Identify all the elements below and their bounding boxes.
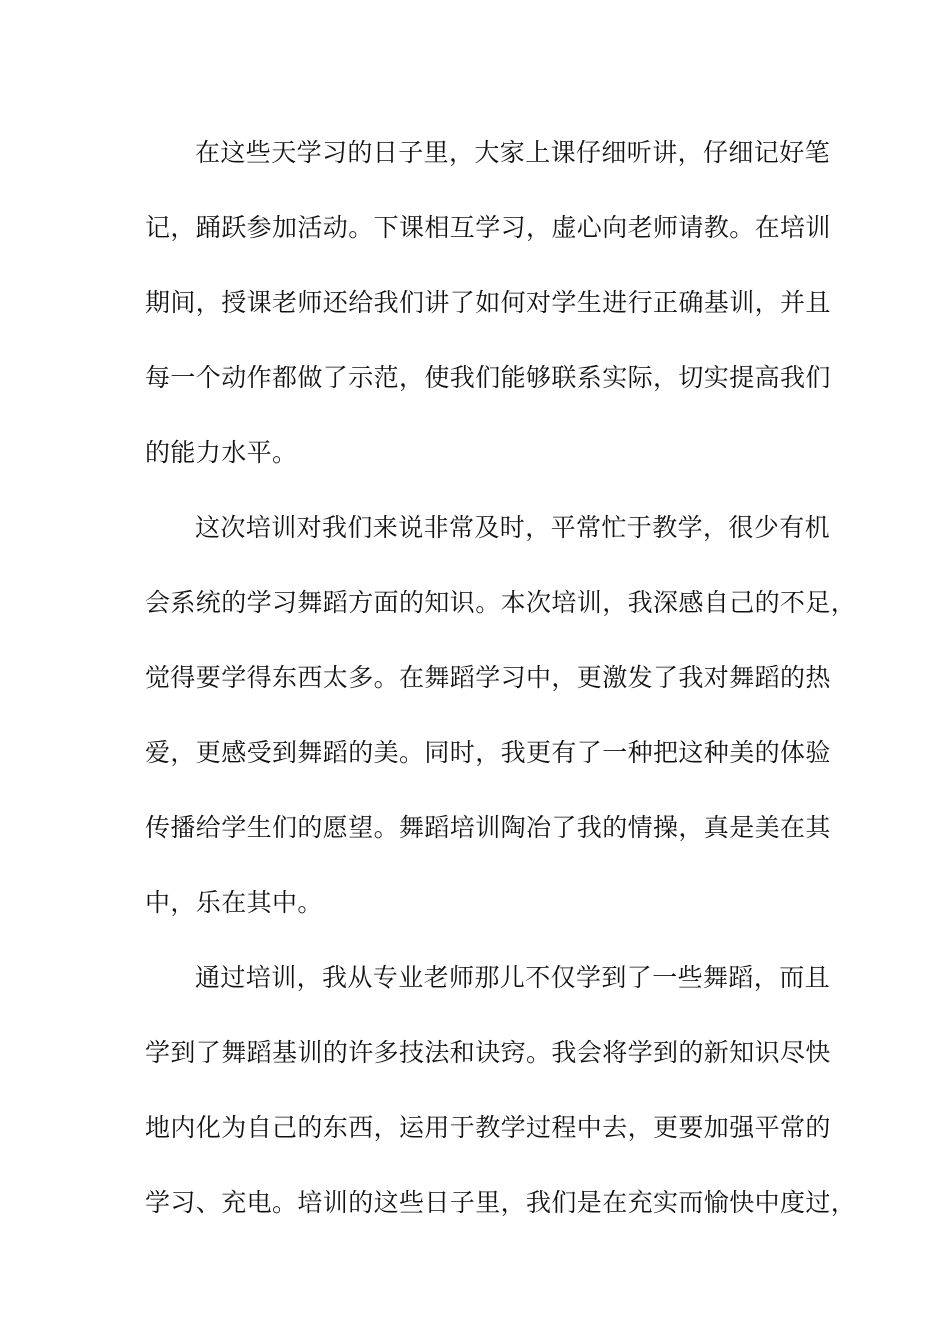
text-line: 传播给学生们的愿望。舞蹈培训陶冶了我的情操，真是美在其 (145, 813, 831, 842)
paragraph-2 (145, 508, 857, 958)
text-line: 的能力水平。 (145, 438, 298, 467)
text-line: 地内化为自己的东西，运用于教学过程中去，更要加强平常的 (145, 1113, 831, 1142)
document-body (145, 133, 857, 1258)
text-line: 中，乐在其中。 (145, 888, 323, 917)
text-line: 学习、充电。培训的这些日子里，我们是在充实而愉快中度过， (145, 1188, 857, 1217)
text-line: 学到了舞蹈基训的许多技法和诀窍。我会将学到的新知识尽快 (145, 1038, 831, 1067)
text-line: 通过培训，我从专业老师那儿不仅学到了一些舞蹈，而且 (195, 963, 831, 992)
paragraph-1 (145, 133, 831, 508)
paragraph-3 (145, 958, 857, 1258)
text-line: 记，踊跃参加活动。下课相互学习，虚心向老师请教。在培训 (145, 213, 831, 242)
text-line: 爱，更感受到舞蹈的美。同时，我更有了一种把这种美的体验 (145, 738, 831, 767)
text-line: 每一个动作都做了示范，使我们能够联系实际，切实提高我们 (145, 363, 831, 392)
text-line: 觉得要学得东西太多。在舞蹈学习中，更激发了我对舞蹈的热 (145, 663, 831, 692)
text-line: 期间，授课老师还给我们讲了如何对学生进行正确基训，并且 (145, 288, 831, 317)
text-line: 这次培训对我们来说非常及时，平常忙于教学，很少有机 (195, 513, 831, 542)
text-line: 在这些天学习的日子里，大家上课仔细听讲，仔细记好笔 (195, 138, 831, 167)
text-line: 会系统的学习舞蹈方面的知识。本次培训，我深感自己的不足， (145, 588, 857, 617)
